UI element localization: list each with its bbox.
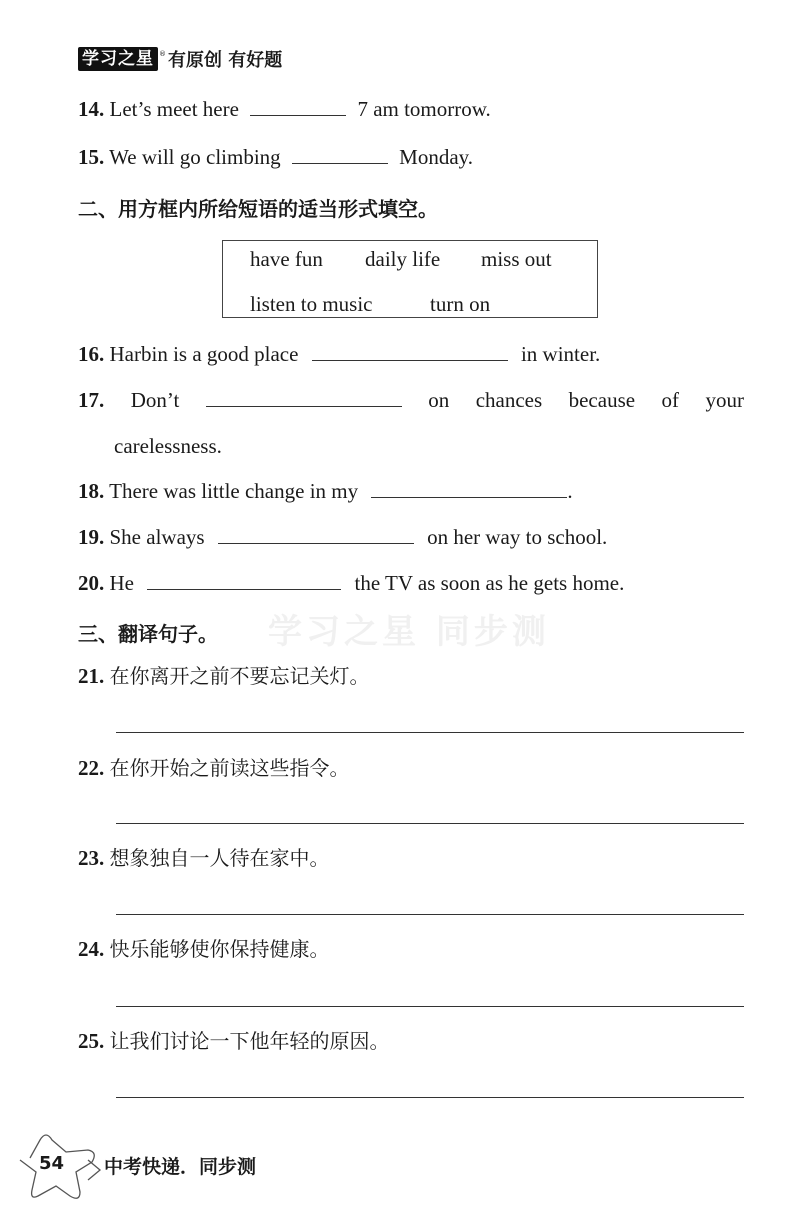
question-number: 17.: [78, 388, 105, 412]
answer-blank[interactable]: [292, 145, 388, 164]
answer-line[interactable]: [116, 1097, 744, 1098]
answer-blank[interactable]: [206, 388, 402, 407]
answer-blank[interactable]: [371, 479, 567, 498]
answer-blank[interactable]: [147, 571, 341, 590]
question-number: 24.: [78, 937, 105, 961]
brand-logo: 学习之星: [78, 47, 158, 71]
question-number: 20.: [78, 571, 105, 595]
question-number: 25.: [78, 1029, 105, 1053]
question-number: 22.: [78, 756, 105, 780]
question-text-before: We will go climbing: [109, 145, 281, 169]
series-name: 中考快递．同步测: [104, 1156, 257, 1178]
question-text-after: in winter.: [520, 342, 601, 366]
question-number: 21.: [78, 664, 105, 688]
question-number: 19.: [78, 525, 105, 549]
question-word: because: [568, 388, 636, 412]
question-text-after: Monday.: [399, 145, 474, 169]
answer-line[interactable]: [116, 1006, 744, 1007]
question-number: 23.: [78, 846, 105, 870]
question-text: 让我们讨论一下他年轻的原因。: [109, 1029, 390, 1053]
question-text: 想象独自一人待在家中。: [109, 846, 330, 870]
question-16: [78, 342, 600, 366]
question-text-after: on her way to school.: [427, 525, 608, 549]
phrase-box: [222, 240, 598, 318]
watermark: 学习之星 同步测: [268, 612, 550, 652]
question-24: [78, 937, 330, 961]
question-17: [78, 388, 744, 412]
question-22: [78, 756, 350, 780]
phrase-daily-life: daily life: [365, 247, 441, 271]
question-text: 快乐能够使你保持健康。: [109, 937, 330, 961]
answer-blank[interactable]: [218, 525, 414, 544]
question-text-after: 7 am tomorrow.: [357, 97, 491, 121]
question-text-before: There was little change in my: [109, 479, 359, 503]
question-text-before: He: [109, 571, 134, 595]
section-2-title: 二、用方框内所给短语的适当形式填空。: [78, 197, 438, 221]
answer-line[interactable]: [116, 914, 744, 915]
answer-blank[interactable]: [312, 342, 508, 361]
question-number: 18.: [78, 479, 105, 503]
question-text-before: Harbin is a good place: [109, 342, 299, 366]
question-text: 在你开始之前读这些指令。: [109, 756, 350, 780]
answer-line[interactable]: [116, 732, 744, 733]
header-brand: [78, 46, 282, 72]
phrase-listen-to-music: listen to music: [250, 292, 373, 316]
question-21: [78, 664, 370, 688]
question-number: 15.: [78, 145, 105, 169]
question-20: [78, 571, 624, 595]
question-19: [78, 525, 607, 549]
page-number: 54: [39, 1153, 65, 1174]
question-number: 14.: [78, 97, 105, 121]
question-18: [78, 479, 573, 503]
question-word: your: [705, 388, 744, 412]
section-3-title: 三、翻译句子。: [78, 622, 218, 646]
phrase-have-fun: have fun: [250, 247, 323, 271]
question-14: [78, 97, 491, 121]
question-text-before: She always: [109, 525, 205, 549]
question-text-after: .: [567, 479, 573, 503]
brand-slogan: 有原创 有好题: [168, 50, 283, 71]
question-text: 在你离开之前不要忘记关灯。: [109, 664, 370, 688]
answer-blank[interactable]: [250, 97, 346, 116]
question-15: [78, 145, 473, 169]
registered-mark: ®: [159, 50, 166, 58]
question-word: Don’t: [130, 388, 180, 412]
answer-line[interactable]: [116, 823, 744, 824]
phrase-miss-out: miss out: [481, 247, 552, 271]
question-word: on: [428, 388, 450, 412]
question-text-before: Let’s meet here: [109, 97, 239, 121]
question-number: 16.: [78, 342, 105, 366]
question-word: of: [661, 388, 680, 412]
question-word: chances: [475, 388, 543, 412]
question-25: [78, 1029, 390, 1053]
question-23: [78, 846, 330, 870]
phrase-turn-on: turn on: [430, 292, 491, 316]
question-17-continuation: carelessness.: [114, 434, 222, 458]
question-text-after: the TV as soon as he gets home.: [354, 571, 625, 595]
